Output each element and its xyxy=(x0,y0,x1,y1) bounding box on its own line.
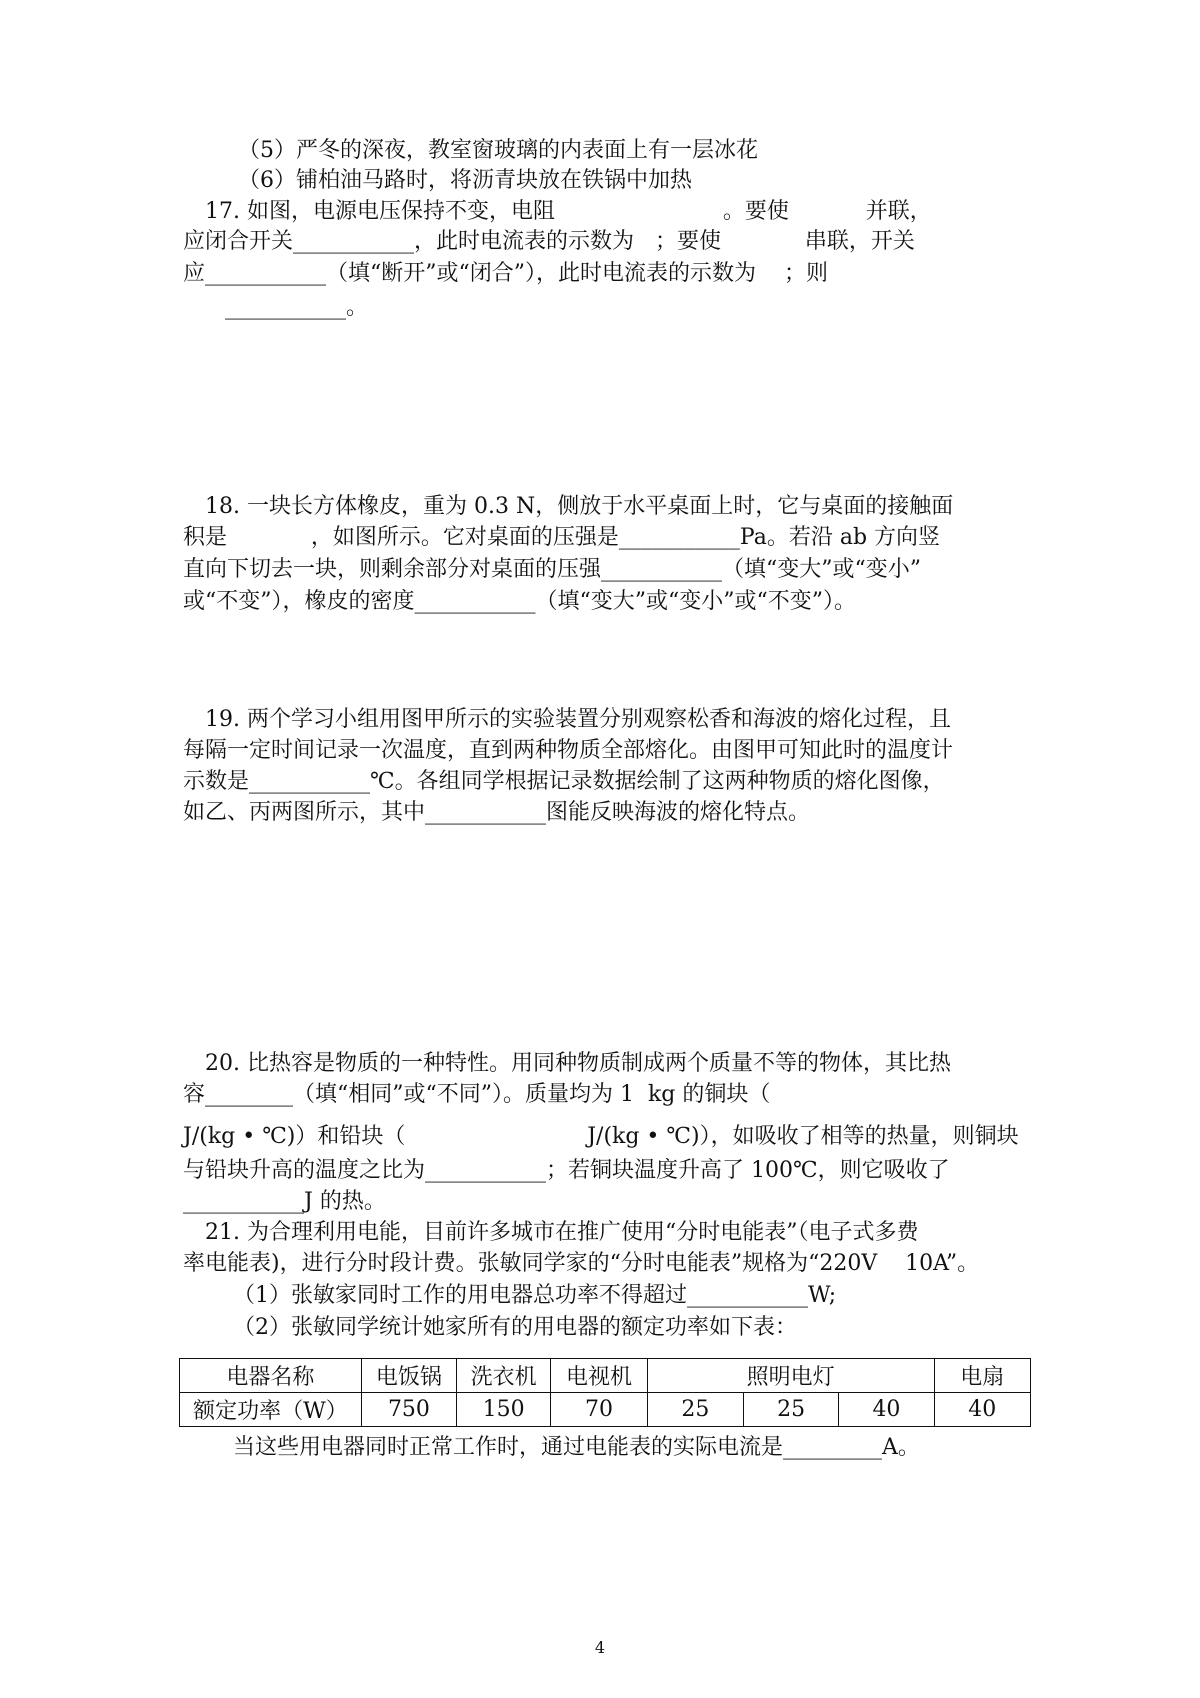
table-header-label: 电器名称 xyxy=(180,1359,362,1393)
q21-line-1: 21. 为合理利用电能，目前许多城市在推广使用“分时电能表”（电子式多费 xyxy=(205,1220,919,1245)
q19-line-1: 19. 两个学习小组用图甲所示的实验装置分别观察松香和海波的熔化过程，且 xyxy=(205,707,951,732)
q20-line-3: J/(kg • ℃)）和铅块（ J/(kg • ℃)），如吸收了相等的热量，则铜块 xyxy=(183,1124,1019,1149)
table-cell: 40 xyxy=(839,1393,934,1427)
q17-line-4: ___________。 xyxy=(183,295,368,320)
q18-line-1: 18. 一块长方体橡皮，重为 0.3 N，侧放于水平桌面上时，它与桌面的接触面 xyxy=(205,494,954,519)
page-number: 4 xyxy=(594,1638,606,1657)
table-cell: 40 xyxy=(934,1393,1030,1427)
table-header-row xyxy=(180,1359,1031,1393)
table-cell: 150 xyxy=(457,1393,551,1427)
table-header-cell: 洗衣机 xyxy=(457,1359,551,1393)
q20-line-1: 20. 比热容是物质的一种特性。用同种物质制成两个质量不等的物体，其比热 xyxy=(205,1051,951,1076)
table-header-cell: 电饭锅 xyxy=(361,1359,456,1393)
q17-line-2: 应闭合开关___________，此时电流表的示数为 ；要使 串联，开关 xyxy=(183,229,915,254)
table-cell: 70 xyxy=(551,1393,647,1427)
q18-line-3: 直向下切去一块，则剩余部分对桌面的压强___________（填“变大”或“变小” xyxy=(183,557,921,582)
table-cell: 25 xyxy=(647,1393,743,1427)
table-header-lighting: 照明电灯 xyxy=(647,1359,934,1393)
table-row-label: 额定功率（W） xyxy=(180,1393,362,1427)
q19-line-4: 如乙、丙两图所示，其中___________图能反映海波的熔化特点。 xyxy=(183,800,811,825)
q20-line-5: ___________J 的热。 xyxy=(183,1189,386,1214)
table-header-cell: 电视机 xyxy=(551,1359,647,1393)
q17-line-3: 应___________（填“断开”或“闭合”），此时电流表的示数为 ；则 xyxy=(183,261,828,286)
item-6-line: （6）铺柏油马路时，将沥青块放在铁锅中加热 xyxy=(238,168,692,193)
q20-line-4: 与铅块升高的温度之比为___________；若铜块温度升高了 100℃，则它吸收了 xyxy=(183,1158,950,1183)
q20-line-2: 容________（填“相同”或“不同”）。质量均为 1 kg 的铜块（ xyxy=(183,1082,771,1107)
q21-current-line: 当这些用电器同时正常工作时，通过电能表的实际电流是_________A。 xyxy=(233,1435,920,1460)
q19-line-2: 每隔一定时间记录一次温度，直到两种物质全部熔化。由图甲可知此时的温度计 xyxy=(183,738,954,763)
table-header-cell: 电扇 xyxy=(934,1359,1030,1393)
q18-line-4: 或“不变”），橡皮的密度___________（填“变大”或“变小”或“不变”）。 xyxy=(183,589,856,614)
table-cell: 750 xyxy=(361,1393,456,1427)
table-cell: 25 xyxy=(744,1393,839,1427)
q19-line-3: 示数是___________℃。各组同学根据记录数据绘制了这两种物质的熔化图像， xyxy=(183,769,945,794)
item-5-line: （5）严冬的深夜，教室窗玻璃的内表面上有一层冰花 xyxy=(238,138,758,163)
q21-line-2: 率电能表)，进行分时段计费。张敏同学家的“分时电能表”规格为“220V 10A”。 xyxy=(183,1251,980,1276)
q17-line-1: 17. 如图，电源电压保持不变，电阻 。要使 并联， xyxy=(205,199,932,224)
q21-sub-1: （1）张敏家同时工作的用电器总功率不得超过___________W; xyxy=(233,1283,837,1308)
table-row xyxy=(180,1393,1031,1427)
appliance-power-table xyxy=(179,1358,1031,1427)
q21-sub-2: （2）张敏同学统计她家所有的用电器的额定功率如下表： xyxy=(233,1315,797,1340)
q18-line-2: 积是 ，如图所示。它对桌面的压强是___________Pa。若沿 ab 方向竖 xyxy=(183,525,941,550)
